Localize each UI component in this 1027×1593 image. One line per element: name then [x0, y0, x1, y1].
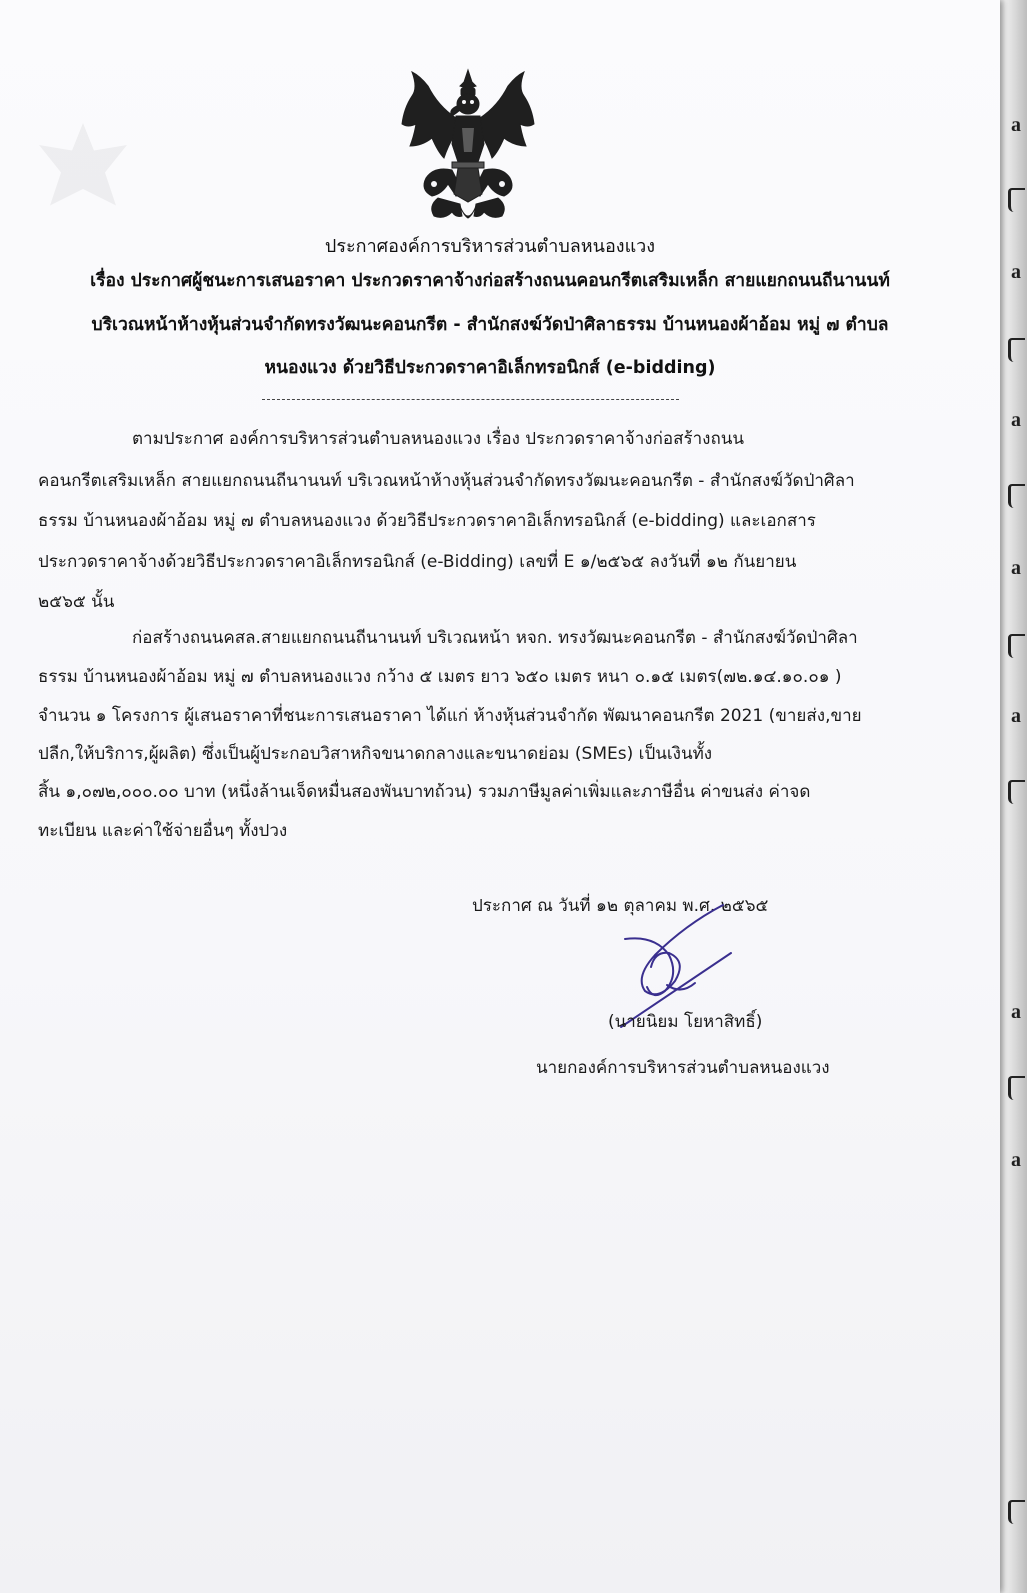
- announcement-date: ประกาศ ณ วันที่ ๑๒ ตุลาคม พ.ศ. ๒๕๖๕: [472, 896, 769, 916]
- paragraph-line: ประกวดราคาจ้างด้วยวิธีประกวดราคาอิเล็กทรอนิกส์ (e-Bidding) เลขที่ E ๑/๒๕๖๕ ลงวันที่ ๑๒ กันยายน: [38, 552, 797, 572]
- organization-heading: ประกาศองค์การบริหารส่วนตำบลหนองแวง: [324, 236, 656, 257]
- paragraph-line: ๒๕๖๕ นั้น: [38, 592, 115, 612]
- paragraph-line: คอนกรีตเสริมเหล็ก สายแยกถนนถีนานนท์ บริเวณหน้าห้างหุ้นส่วนจำกัดทรงวัฒนะคอนกรีต - สำนักสงฆ์วัดป่าศิลา: [38, 471, 855, 491]
- garuda-emblem-icon: [398, 66, 538, 226]
- subject-line: บริเวณหน้าห้างหุ้นส่วนจำกัดทรงวัฒนะคอนกรีต - สำนักสงฆ์วัดป่าศิลาธรรม บ้านหนองผ้าอ้อม หมู่ ๗ ตำบล: [91, 315, 889, 335]
- subject-line: เรื่อง ประกาศผู้ชนะการเสนอราคา ประกวดราคาจ้างก่อสร้างถนนคอนกรีตเสริมเหล็ก สายแยกถนนถีนานนท์: [90, 271, 890, 291]
- paragraph-line: สิ้น ๑,๐๗๒,๐๐๐.๐๐ บาท (หนึ่งล้านเจ็ดหมื่นสองพันบาทถ้วน) รวมภาษีมูลค่าเพิ่มและภาษีอื่น ค่าขนส่ง ค่าจด: [38, 782, 811, 802]
- stack-letter-mark: a: [1011, 114, 1021, 136]
- stack-letter-mark: a: [1011, 705, 1021, 727]
- stack-letter-mark: a: [1011, 409, 1021, 431]
- stack-emblem-mark: [1008, 780, 1025, 804]
- stack-letter-mark: a: [1011, 261, 1021, 283]
- stack-emblem-mark: [1008, 484, 1025, 508]
- stack-letter-mark: a: [1011, 1001, 1021, 1023]
- stack-emblem-mark: [1008, 1076, 1025, 1100]
- stack-letter-mark: a: [1011, 557, 1021, 579]
- stack-emblem-mark: [1008, 188, 1025, 212]
- signer-title: นายกองค์การบริหารส่วนตำบลหนองแวง: [536, 1058, 830, 1078]
- stack-emblem-mark: [1008, 338, 1025, 362]
- stack-emblem-mark: [1008, 634, 1025, 658]
- paragraph-line: ทะเบียน และค่าใช้จ่ายอื่นๆ ทั้งปวง: [38, 821, 288, 841]
- paragraph-line: ธรรม บ้านหนองผ้าอ้อม หมู่ ๗ ตำบลหนองแวง ด้วยวิธีประกวดราคาอิเล็กทรอนิกส์ (e-bidding) และเอกสาร: [38, 511, 816, 531]
- heading-divider: [262, 399, 679, 400]
- paragraph-line: ธรรม บ้านหนองผ้าอ้อม หมู่ ๗ ตำบลหนองแวง กว้าง ๕ เมตร ยาว ๖๕๐ เมตร หนา ๐.๑๕ เมตร(๗๒.๑๔.๑๐.๐๑ ): [38, 667, 842, 687]
- paragraph-line: ก่อสร้างถนนคสล.สายแยกถนนถีนานนท์ บริเวณหน้า หจก. ทรงวัฒนะคอนกรีต - สำนักสงฆ์วัดป่าศิลา: [132, 628, 858, 648]
- bleed-through-emblem-icon: [28, 112, 138, 222]
- paragraph-line: ปลีก,ให้บริการ,ผู้ผลิต) ซึ่งเป็นผู้ประกอบวิสาหกิจขนาดกลางและขนาดย่อม (SMEs) เป็นเงินทั้ง: [38, 744, 713, 764]
- paragraph-line: จำนวน ๑ โครงการ ผู้เสนอราคาที่ชนะการเสนอราคา ได้แก่ ห้างหุ้นส่วนจำกัด พัฒนาคอนกรีต 2021 (ขายส่ง,ขาย: [38, 706, 862, 726]
- signer-name: (นายนิยม โยหาสิทธิ์): [608, 1012, 763, 1032]
- subject-line: หนองแวง ด้วยวิธีประกวดราคาอิเล็กทรอนิกส์ (e-bidding): [264, 358, 716, 378]
- stack-emblem-mark: [1008, 1500, 1025, 1524]
- paragraph-line: ตามประกาศ องค์การบริหารส่วนตำบลหนองแวง เรื่อง ประกวดราคาจ้างก่อสร้างถนน: [132, 429, 744, 449]
- stack-letter-mark: a: [1011, 1149, 1021, 1171]
